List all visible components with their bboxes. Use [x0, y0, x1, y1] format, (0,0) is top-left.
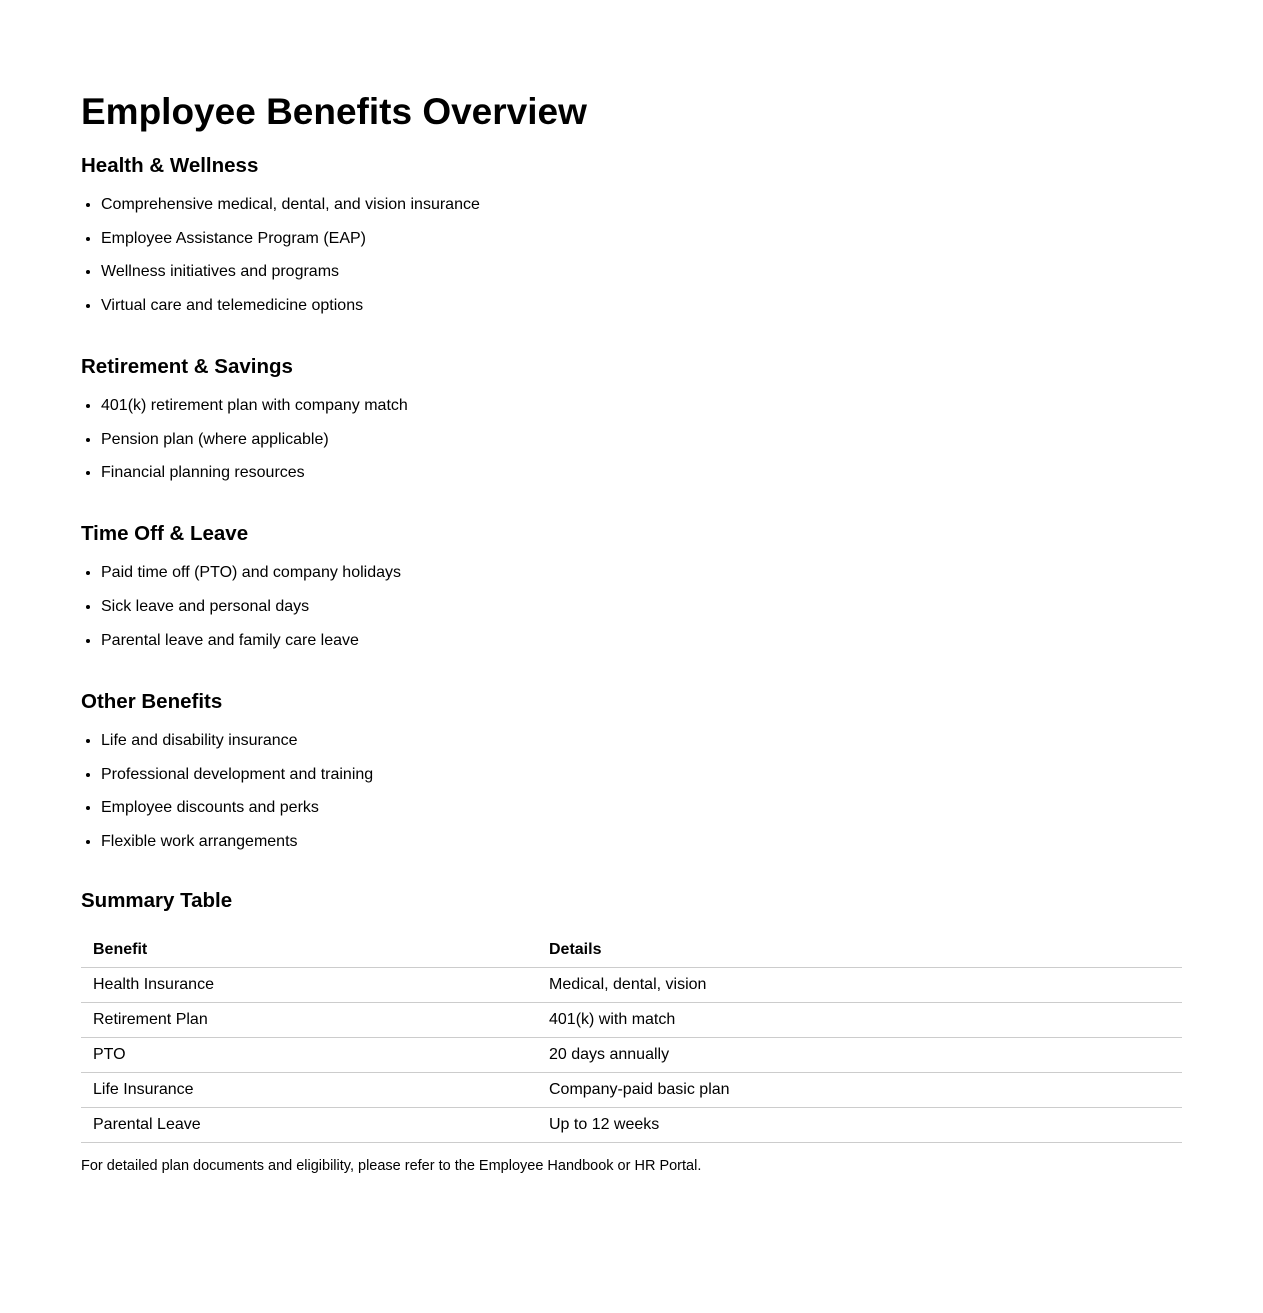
table-row	[81, 1072, 1182, 1107]
list-item: • Life and disability insurance	[101, 732, 1182, 750]
column-header-details: Details	[537, 935, 1182, 968]
benefit-cell: Health Insurance	[81, 967, 537, 1002]
benefit-cell: PTO	[81, 1037, 537, 1072]
footer-note: For detailed plan documents and eligibility, please refer to the Employee Handbook or HR Portal.	[81, 1157, 702, 1174]
list-item: • Sick leave and personal days	[101, 598, 1182, 616]
list-item: • Flexible work arrangements	[101, 833, 1182, 851]
benefit-list	[81, 397, 1182, 482]
list-item: • Comprehensive medical, dental, and vision insurance	[101, 196, 1182, 214]
details-cell: Medical, dental, vision	[537, 967, 1182, 1002]
benefit-cell: Parental Leave	[81, 1107, 537, 1142]
section-heading: Health & Wellness	[81, 154, 259, 177]
section-other-benefits	[81, 690, 1182, 851]
list-item: • 401(k) retirement plan with company match	[101, 397, 1182, 415]
section-heading: Summary Table	[81, 888, 233, 912]
list-item: • Pension plan (where applicable)	[101, 431, 1182, 449]
benefit-list	[81, 196, 1182, 315]
section-retirement-savings	[81, 355, 1182, 482]
details-cell: 20 days annually	[537, 1037, 1182, 1072]
table-row	[81, 1037, 1182, 1072]
details-cell: Company-paid basic plan	[537, 1072, 1182, 1107]
benefit-list	[81, 732, 1182, 851]
section-heading: Time Off & Leave	[81, 522, 249, 546]
list-item: • Parental leave and family care leave	[101, 632, 1182, 650]
page-title: Employee Benefits Overview	[81, 91, 587, 132]
section-health-wellness	[81, 154, 1182, 315]
list-item: • Virtual care and telemedicine options	[101, 297, 1182, 315]
list-item: • Employee Assistance Program (EAP)	[101, 230, 1182, 248]
section-heading: Retirement & Savings	[81, 355, 293, 379]
list-item: • Employee discounts and perks	[101, 799, 1182, 817]
section-heading: Other Benefits	[81, 689, 223, 713]
benefit-list	[81, 564, 1182, 649]
list-item: • Financial planning resources	[101, 464, 1182, 482]
table-row	[81, 1107, 1182, 1142]
column-header-benefit: Benefit	[81, 935, 537, 968]
table-row	[81, 967, 1182, 1002]
list-item: • Wellness initiatives and programs	[101, 263, 1182, 281]
list-item: • Professional development and training	[101, 766, 1182, 784]
details-cell: Up to 12 weeks	[537, 1107, 1182, 1142]
details-cell: 401(k) with match	[537, 1002, 1182, 1037]
table-row	[81, 1002, 1182, 1037]
table-header-row	[81, 935, 1182, 968]
section-summary	[81, 889, 1182, 1175]
benefit-cell: Retirement Plan	[81, 1002, 537, 1037]
summary-table	[81, 935, 1182, 1143]
list-item: • Paid time off (PTO) and company holidays	[101, 564, 1182, 582]
benefit-cell: Life Insurance	[81, 1072, 537, 1107]
section-time-off-leave	[81, 522, 1182, 649]
